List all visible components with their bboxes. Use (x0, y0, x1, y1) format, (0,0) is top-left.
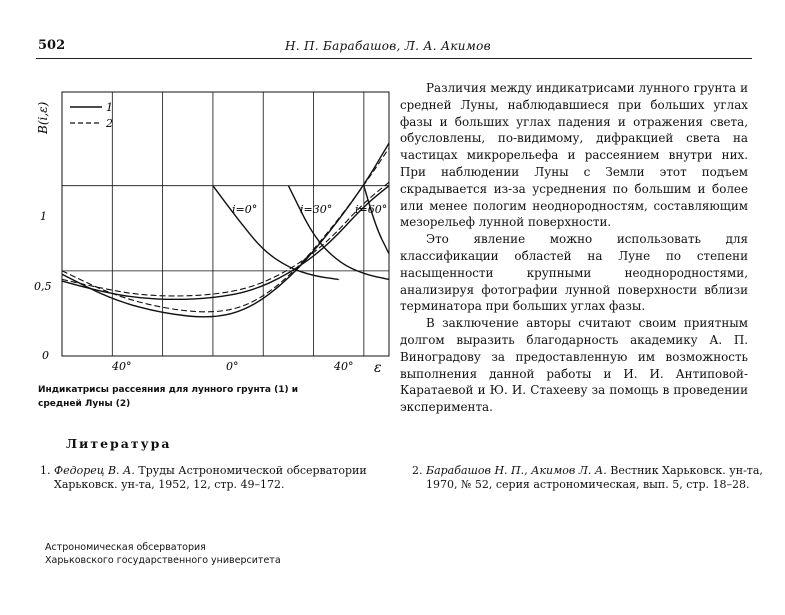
curve-label-i60: i=60° (355, 203, 388, 216)
y-tick-1: 1 (40, 210, 47, 223)
y-axis-label: B(i,ε) (36, 101, 50, 134)
x-axis-label: ε (374, 360, 382, 376)
legend-label-1: 1 (106, 101, 113, 114)
reference-number: 2. (412, 464, 423, 477)
reference-number: 1. (40, 464, 51, 477)
chart-grid (62, 92, 389, 356)
caption-line-2: средней Луны (2) (38, 399, 131, 409)
series-curve-4 (213, 186, 339, 280)
reference-authors: Федорец В. А. (54, 464, 135, 477)
reference-text: Труды Астрономической обсерватории Харьковск. ун-та, 1952, 12, стр. 49–172. (54, 464, 367, 491)
series-curve-2 (62, 143, 389, 317)
series-curve-1 (62, 182, 389, 296)
series-curve-3 (62, 148, 389, 312)
y-tick-05: 0,5 (34, 280, 52, 293)
paragraph-1: Различия между индикатрисами лунного грунта и средней Луны, наблюдавшиеся при больших углах фазы и больших углах падения и отражения света, обусловлены, по-видимому, дифракцией света на частицах микрорельефа и рассеянием внутри них. При наблюдении Луны с Земли этот подъем скрадывается из-за усреднения по большим и более или менее пологим неоднородностям, составляющим мезорельеф лунной поверхности. (400, 81, 748, 230)
header-rule (36, 58, 752, 59)
x-tick-plus40: 40° (334, 360, 354, 373)
body-text (400, 80, 748, 416)
affiliation (45, 541, 281, 567)
caption-line-1: Индикатрисы рассеяния для лунного грунта (1) и (38, 385, 299, 395)
reference-item (412, 464, 766, 492)
plot-frame (62, 92, 389, 356)
y-tick-0: 0 (42, 349, 49, 362)
reference-item (40, 464, 399, 492)
running-head: Н. П. Барабашов, Л. А. Акимов (285, 39, 491, 53)
reference-text: Вестник Харьковск. ун-та, 1970, № 52, серия астрономическая, вып. 5, стр. 18–28. (426, 464, 763, 491)
reference-authors: Барабашов Н. П., Акимов Л. А. (426, 464, 607, 477)
paragraph-3: В заключение авторы считают своим приятным долгом выразить благодарность академику А. П. Виноградову за предоставленную им возможность выполнения данной работы и И. И. Антиповой-Каратаевой и Ю. И. Стахееву за помощь в проведении эксперимента. (400, 316, 748, 415)
legend-label-2: 2 (106, 117, 113, 130)
references-heading: Литература (66, 436, 172, 451)
curve-label-i30: i=30° (300, 203, 333, 216)
paragraph-2: Это явление можно использовать для классификации областей на Луне по степени насыщенности крупными неоднородностями, анализируя фотографии лунной поверхности вблизи терминатора при больших углах фазы. (400, 232, 748, 314)
curve-label-i0: i=0° (232, 203, 258, 216)
affiliation-line-2: Харьковского государственного университета (45, 555, 281, 566)
figure-caption (38, 383, 348, 411)
x-tick-0: 0° (226, 360, 239, 373)
chart-curves (62, 143, 389, 317)
x-tick-minus40: 40° (112, 360, 132, 373)
affiliation-line-1: Астрономическая обсерватория (45, 542, 206, 553)
scattering-chart (22, 72, 397, 382)
chart-legend (70, 101, 113, 130)
page-number: 502 (38, 38, 66, 53)
